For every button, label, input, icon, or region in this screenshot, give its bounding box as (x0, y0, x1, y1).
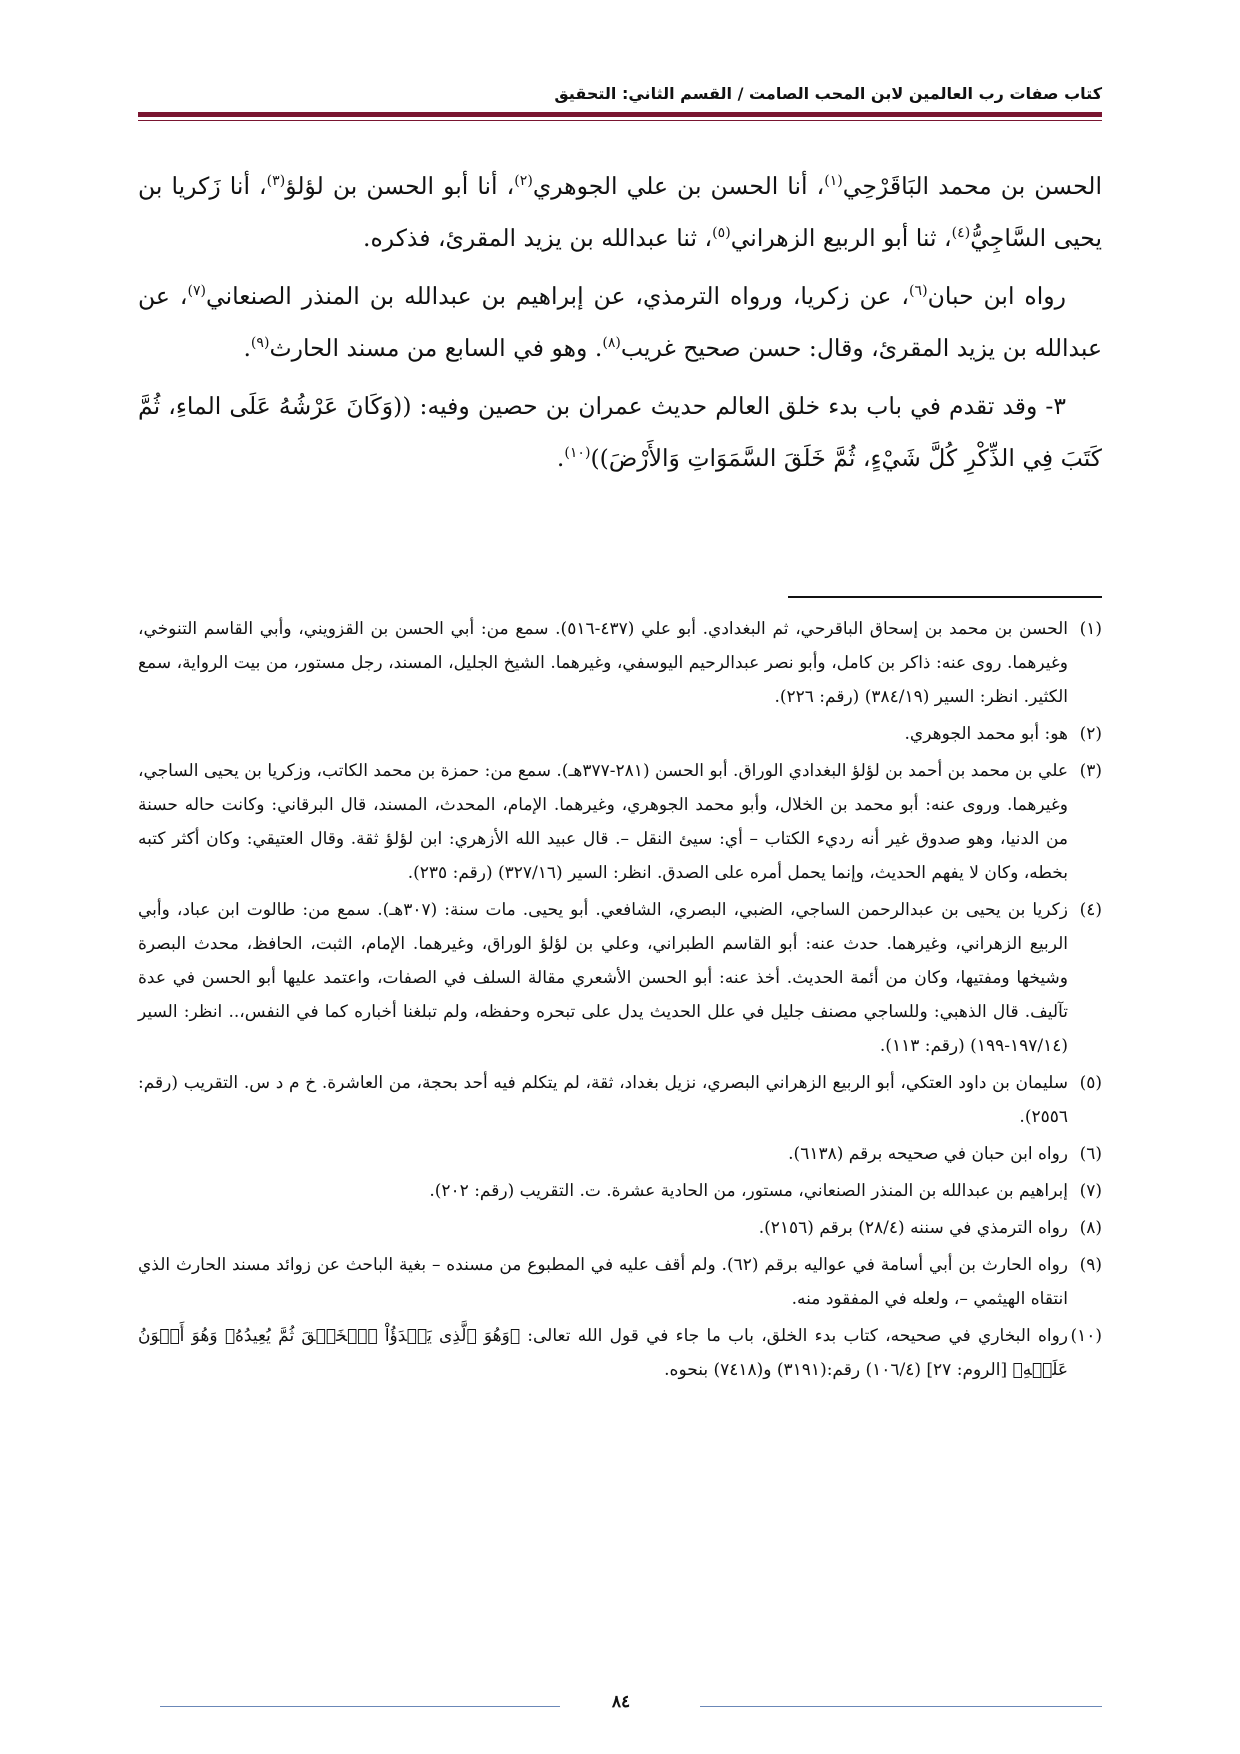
footnote-text: رواه ابن حبان في صحيحه برقم (٦١٣٨). (788, 1144, 1068, 1164)
footnote-number: (٨) (1079, 1218, 1102, 1238)
footnote-ref: (٤) (951, 225, 971, 242)
footnote (138, 1248, 1102, 1316)
footer-rule-left (160, 1706, 560, 1707)
text-run: ، عن زكريا، ورواه الترمذي، عن إبراهيم بن عبدالله بن المنذر الصنعاني (206, 282, 909, 310)
footnote-ref: (١) (824, 173, 843, 190)
footnote (138, 1174, 1102, 1208)
footnote-number: (٤) (1079, 900, 1102, 920)
footnote-number: (٣) (1079, 761, 1102, 781)
text-run: . (556, 444, 565, 472)
footnote-text: الحسن بن محمد بن إسحاق الباقرحي، ثم البغدادي. أبو علي (٤٣٧-٥١٦). سمع من: أبي الحسن بن القزويني، وأبي القاسم التنوخي، وغيرهما. روى عنه: ذاكر بن كامل، وأبو نصر عبدالرحيم اليوسفي، وغيرهما. الشيخ الجليل، المسند، رجل مستور، من بيت الرواية، سمع الكثير. انظر: السير (٣٨٤/١٩) (رقم: ٢٢٦). (138, 619, 1068, 707)
paragraph-2 (138, 270, 1102, 374)
footnote (138, 1137, 1102, 1171)
footnote-ref: (٨) (602, 335, 621, 352)
footnotes (138, 612, 1102, 1390)
footnote (138, 893, 1102, 1063)
footnote-number: (٥) (1079, 1073, 1102, 1093)
footnote-text: هو: أبو محمد الجوهري. (904, 724, 1068, 744)
footnote-ref: (٩) (250, 335, 270, 352)
footnote-number: (٦) (1079, 1144, 1102, 1164)
footnote-text: سليمان بن داود العتكي، أبو الربيع الزهراني البصري، نزيل بغداد، ثقة، لم يتكلم فيه أحد بحجة، من العاشرة. خ م د س. التقريب (رقم: ٢٥٥٦). (138, 1073, 1068, 1127)
text-run: ، أنا أبو الحسن بن لؤلؤ (285, 172, 515, 200)
footnote (138, 1319, 1102, 1387)
text-run: رواه ابن حبان (927, 282, 1066, 310)
footnote-number: (١) (1079, 619, 1102, 639)
text-run: . (243, 334, 251, 362)
footnote (138, 612, 1102, 714)
footnote-number: (٩) (1079, 1255, 1102, 1275)
text-run: ، أنا زَكريا بن يحيى السَّاجِيُّ (138, 172, 1102, 252)
footnote-text: رواه الترمذي في سننه (٢٨/٤) برقم (٢١٥٦). (758, 1218, 1068, 1238)
footnote (138, 1211, 1102, 1245)
paragraph-1 (138, 160, 1102, 264)
footnote (138, 717, 1102, 751)
footnote-text: رواه البخاري في صحيحه، كتاب بدء الخلق، باب ما جاء في قول الله تعالى: ﴿وَهُوَ ٱلَّذِى يَبۡدَؤُاْ ٱلۡخَلۡقَ ثُمَّ يُعِيدُهُۥ وَهُوَ أَهۡوَنُ عَلَيۡهِ﴾ [الروم: ٢٧] (١٠٦/٤) رقم:(٣١٩١) و(٧٤١٨) بنحوه. (138, 1326, 1068, 1380)
footnote-ref: (٦) (908, 283, 928, 300)
header-rule-thin (138, 120, 1102, 121)
footer-rule-right (700, 1706, 1102, 1707)
text-run: الحسن بن محمد البَاقَرْحِي (842, 172, 1103, 200)
footnote-ref: (١٠) (564, 445, 591, 462)
text-run: . وهو في السابع من مسند الحارث (269, 334, 603, 362)
header-rule-thick (138, 112, 1102, 117)
footnote (138, 1066, 1102, 1134)
text-run: ، عن عبدالله بن يزيد المقرئ، وقال: حسن صحيح غريب (138, 282, 1102, 362)
main-text (138, 160, 1102, 484)
page-number: ٨٤ (611, 1692, 631, 1712)
footnote-separator (788, 596, 1102, 598)
running-header: كتاب صفات رب العالمين لابن المحب الصامت / القسم الثاني: التحقيق (554, 84, 1102, 103)
footnote-text: علي بن محمد بن أحمد بن لؤلؤ البغدادي الوراق. أبو الحسن (٢٨١-٣٧٧هـ). سمع من: حمزة بن محمد الكاتب، وزكريا بن يحيى الساجي، وغيرهما. وروى عنه: أبو محمد بن الخلال، وأبو محمد الجوهري، وغيرهما. الإمام، المحدث، المسند، قال البرقاني: وكانت حاله حسنة من الدنيا، وهو صدوق غير أنه رديء الكتاب – أي: سيئ النقل –. قال عبيد الله الأزهري: ابن لؤلؤ ثقة. وقال العتيقي: وكان أكثر كتبه بخطه، وكان لا يفهم الحديث، وإنما يحمل أمره على الصدق. انظر: السير (٣٢٧/١٦) (رقم: ٢٣٥). (138, 761, 1068, 883)
footnote-text: رواه الحارث بن أبي أسامة في عواليه برقم (٦٢). ولم أقف عليه في المطبوع من مسنده – بغية الباحث عن زوائد مسند الحارث الذي انتقاه الهيثمي –، ولعله في المفقود منه. (138, 1255, 1068, 1309)
footnote-number: (٧) (1079, 1181, 1102, 1201)
text-run: ٣- وقد تقدم في باب بدء خلق العالم حديث عمران بن حصين وفيه: ((وَكَانَ عَرْشُهُ عَلَى الماءِ، ثُمَّ كَتَبَ فِي الذِّكْرِ كُلَّ شَيْءٍ، ثُمَّ خَلَقَ السَّمَوَاتِ وَالأَرْضَ)) (138, 392, 1102, 472)
footnote-ref: (٢) (514, 173, 533, 190)
footnote (138, 754, 1102, 890)
footnote-ref: (٥) (712, 225, 731, 242)
footnote-ref: (٣) (266, 173, 286, 190)
text-run: ، ثنا عبدالله بن يزيد المقرئ، فذكره. (362, 224, 713, 252)
paragraph-3 (138, 380, 1102, 484)
footnote-number: (٢) (1079, 724, 1102, 744)
footnote-text: إبراهيم بن عبدالله بن المنذر الصنعاني، مستور، من الحادية عشرة. ت. التقريب (رقم: ٢٠٢). (429, 1181, 1068, 1201)
footnote-ref: (٧) (187, 283, 207, 300)
text-run: ، أنا الحسن بن علي الجوهري (532, 172, 825, 200)
footnote-number: (١٠) (1070, 1326, 1102, 1346)
text-run: ، ثنا أبو الربيع الزهراني (730, 224, 952, 252)
footnote-text: زكريا بن يحيى بن عبدالرحمن الساجي، الضبي، البصري، الشافعي. أبو يحيى. مات سنة: (٣٠٧هـ). سمع من: طالوت ابن عباد، وأبي الربيع الزهراني، وغيرهما. حدث عنه: أبو القاسم الطبراني، وعلي بن لؤلؤ الوراق، وغيرهما. الإمام، الثبت، الحافظ، محدث البصرة وشيخها ومفتيها، وكان من أئمة الحديث. أخذ عنه: أبو الحسن الأشعري مقالة السلف في الصفات، واعتمد عليها أبو الحسن في عدة تآليف. قال الذهبي: وللساجي مصنف جليل في علل الحديث يدل على تبحره وحفظه، ولم تبلغنا أخباره كما في النفس،.. انظر: السير (١٩٧/١٤-١٩٩) (رقم: ١١٣). (138, 900, 1068, 1056)
